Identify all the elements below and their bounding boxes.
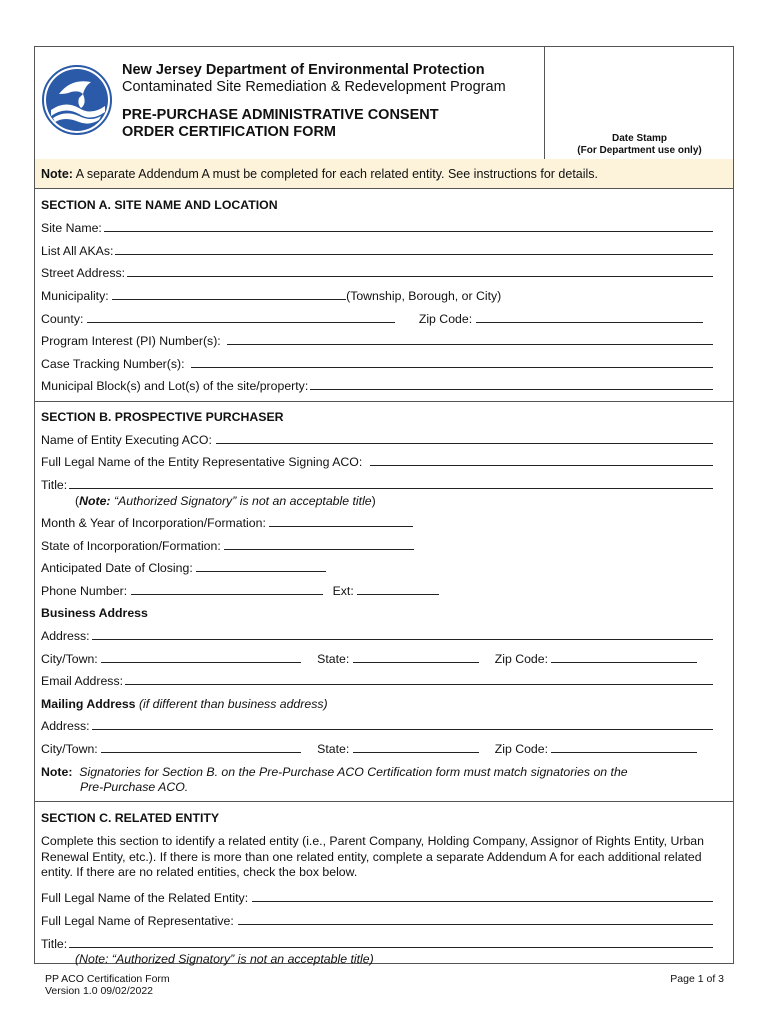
related-entity-name-field[interactable] (41, 890, 713, 906)
block-lot-field[interactable] (41, 378, 713, 394)
related-rep-name-line[interactable] (238, 913, 713, 925)
site-name-field[interactable] (41, 220, 713, 236)
phone-label: Phone Number: (41, 584, 128, 598)
pi-number-field[interactable] (41, 333, 713, 349)
mailing-address-label: Address: (41, 719, 90, 733)
phone-line[interactable] (131, 583, 323, 595)
month-year-label: Month & Year of Incorporation/Formation: (41, 516, 266, 530)
city-line[interactable] (101, 651, 301, 663)
pi-number-line[interactable] (227, 333, 713, 345)
case-tracking-line[interactable] (191, 356, 713, 368)
program-name: Contaminated Site Remediation & Redevelopment Program (122, 79, 506, 95)
related-entity-name-label: Full Legal Name of the Related Entity: (41, 891, 249, 905)
zip-line[interactable] (551, 741, 697, 753)
form-header (35, 47, 733, 160)
representative-name-field[interactable] (41, 454, 713, 470)
title-note: (Note: “Authorized Signatory” is not an acceptable title) (75, 494, 376, 508)
ext-line[interactable] (357, 583, 439, 595)
section-a-heading: SECTION A. SITE NAME AND LOCATION (41, 198, 278, 212)
state-incorporation-label: State of Incorporation/Formation: (41, 539, 221, 553)
header-text (122, 62, 562, 141)
state-line[interactable] (353, 651, 479, 663)
closing-date-field[interactable] (41, 560, 713, 576)
email-field[interactable] (41, 673, 713, 689)
entity-name-field[interactable] (41, 432, 713, 448)
business-city-state-zip[interactable] (41, 651, 713, 667)
akas-label: List All AKAs: (41, 244, 114, 258)
akas-field[interactable] (41, 243, 713, 259)
zip-line[interactable] (476, 311, 703, 323)
ext-label: Ext: (332, 584, 354, 598)
closing-date-label: Anticipated Date of Closing: (41, 561, 193, 575)
page-number: Page 1 of 3 (670, 973, 724, 985)
street-address-field[interactable] (41, 265, 713, 281)
city-label: City/Town: (41, 652, 98, 666)
county-line[interactable] (87, 311, 395, 323)
certification-form (34, 46, 734, 964)
mailing-address-line[interactable] (92, 718, 713, 730)
note-text: A separate Addendum A must be completed for each related entity. See instructions for details. (72, 167, 599, 181)
city-label: City/Town: (41, 742, 98, 756)
email-line[interactable] (125, 673, 713, 685)
street-address-label: Street Address: (41, 266, 126, 280)
closing-date-line[interactable] (196, 560, 326, 572)
phone-field[interactable] (41, 583, 713, 599)
section-divider-b-c (35, 801, 733, 802)
signatories-note-line-1: Signatories for Section B. on the Pre-Purchase ACO Certification form must match signatories on the (79, 765, 628, 779)
addendum-note (35, 159, 733, 189)
title-label: Title: (41, 478, 68, 492)
case-tracking-field[interactable] (41, 356, 713, 372)
state-line[interactable] (353, 741, 479, 753)
date-stamp-label (545, 133, 734, 157)
form-title-line-2: ORDER CERTIFICATION FORM (122, 124, 336, 140)
footer-form-name: PP ACO Certification Form (45, 973, 170, 985)
municipality-hint: (Township, Borough, or City) (346, 289, 502, 303)
month-year-line[interactable] (269, 515, 413, 527)
business-address-line[interactable] (92, 628, 713, 640)
related-title-field[interactable] (41, 936, 713, 952)
related-rep-name-label: Full Legal Name of Representative: (41, 914, 234, 928)
site-name-label: Site Name: (41, 221, 102, 235)
zip-line[interactable] (551, 651, 697, 663)
njdep-seal-icon (41, 64, 113, 141)
title-note-label: Note: (79, 494, 111, 508)
municipality-label: Municipality: (41, 289, 109, 303)
state-label: State: (317, 652, 350, 666)
representative-name-label: Full Legal Name of the Entity Representative Signing ACO: (41, 455, 363, 469)
city-line[interactable] (101, 741, 301, 753)
section-c-heading: SECTION C. RELATED ENTITY (41, 811, 220, 825)
note-label: Note: (41, 167, 73, 181)
state-label: State: (317, 742, 350, 756)
business-address-heading: Business Address (41, 606, 148, 620)
email-label: Email Address: (41, 674, 124, 688)
entity-name-label: Name of Entity Executing ACO: (41, 433, 212, 447)
title-note-text: “Authorized Signatory” is not an acceptable title (110, 494, 372, 508)
date-stamp-line-2: (For Department use only) (577, 145, 702, 156)
related-entity-name-line[interactable] (252, 890, 713, 902)
footer-version: Version 1.0 09/02/2022 (45, 985, 154, 997)
state-incorporation-line[interactable] (224, 538, 414, 550)
county-label: County: (41, 312, 84, 326)
mailing-address-title: Mailing Address (41, 697, 136, 711)
date-stamp-line-1: Date Stamp (611, 133, 667, 144)
business-address-label: Address: (41, 629, 90, 643)
date-stamp-box (544, 47, 734, 159)
state-incorporation-field[interactable] (41, 538, 713, 554)
mailing-address-hint: (if different than business address) (135, 697, 328, 711)
title-line[interactable] (69, 477, 713, 489)
section-c-instructions: Complete this section to identify a related entity (i.e., Parent Company, Holding Company, Assignor of Rights Entity, Urban Renewal Entity, etc.). If there is more than one related entity, complete a separate Addendum A for each additional related entity. If there are no related entities, check the box below. (41, 834, 704, 879)
month-year-field[interactable] (41, 515, 713, 531)
department-name: New Jersey Department of Environmental Protection (122, 62, 485, 78)
related-title-note: (Note: “Authorized Signatory” is not an acceptable title) (75, 952, 374, 966)
footer-form-info (45, 973, 170, 997)
street-address-line[interactable] (127, 265, 713, 277)
mailing-address-field[interactable] (41, 718, 713, 734)
zip-label: Zip Code: (494, 652, 549, 666)
representative-name-line[interactable] (370, 454, 713, 466)
form-title-line-1: PRE-PURCHASE ADMINISTRATIVE CONSENT (122, 107, 439, 123)
section-divider-a-b (35, 401, 733, 402)
municipality-line[interactable] (112, 288, 346, 300)
zip-label: Zip Code: (494, 742, 549, 756)
mailing-city-state-zip[interactable] (41, 741, 713, 757)
municipality-field[interactable] (41, 288, 713, 304)
business-address-field[interactable] (41, 628, 713, 644)
signatories-note-label: Note: (41, 765, 73, 779)
related-title-line[interactable] (69, 936, 713, 948)
related-title-label: Title: (41, 937, 68, 951)
zip-label: Zip Code: (418, 312, 473, 326)
signatories-note-line-2: Pre-Purchase ACO. (80, 780, 189, 794)
mailing-address-heading (41, 696, 713, 712)
block-lot-line[interactable] (310, 378, 713, 390)
signatories-note (41, 764, 713, 780)
site-name-line[interactable] (104, 220, 713, 232)
title-field[interactable] (41, 477, 713, 493)
entity-name-line[interactable] (216, 432, 713, 444)
pi-number-label: Program Interest (PI) Number(s): (41, 334, 221, 348)
akas-line[interactable] (115, 243, 713, 255)
block-lot-label: Municipal Block(s) and Lot(s) of the site/property: (41, 379, 309, 393)
case-tracking-label: Case Tracking Number(s): (41, 357, 185, 371)
section-b-heading: SECTION B. PROSPECTIVE PURCHASER (41, 410, 284, 424)
related-rep-name-field[interactable] (41, 913, 713, 929)
county-zip-field[interactable] (41, 311, 713, 327)
